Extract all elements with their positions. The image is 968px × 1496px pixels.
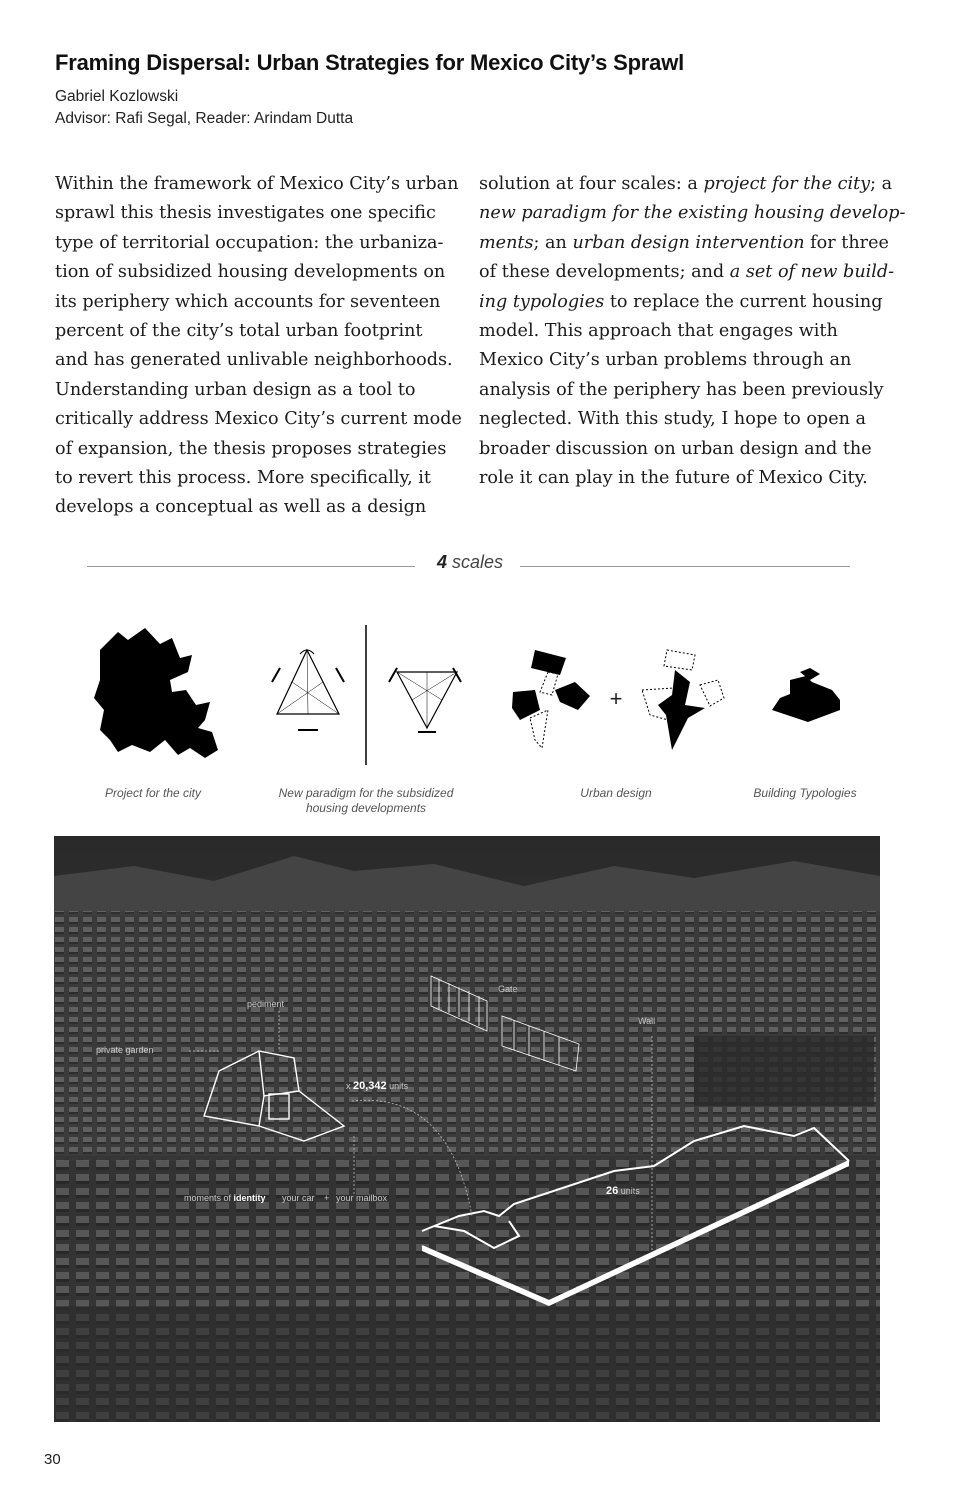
plus-sign: + — [609, 686, 623, 711]
moments-prefix: moments of — [184, 1193, 234, 1203]
text-line: tion of subsidized housing developments on — [55, 262, 446, 283]
text-line: broader discussion on urban design and the — [479, 438, 872, 459]
text-run: to replace the current housing — [604, 291, 883, 312]
caption-new-paradigm — [266, 786, 466, 816]
abstract-column-right — [479, 170, 906, 493]
city-footprint-icon — [94, 628, 218, 758]
building-typology-icon — [772, 668, 840, 722]
text-line — [479, 199, 906, 228]
text-italic: new paradigm for the existing housing develop- — [479, 203, 906, 224]
text-line: sprawl this thesis investigates one specific — [55, 203, 436, 224]
moments-bold: identity — [233, 1193, 266, 1203]
text-run: ; an — [533, 232, 573, 253]
text-line: role it can play in the future of Mexico City. — [479, 468, 868, 489]
label-your-mailbox: your mailbox — [336, 1193, 388, 1203]
caption-project-for-city: Project for the city — [104, 786, 202, 800]
label-wall: Wall — [638, 1016, 656, 1026]
label-moments-of-identity — [184, 1193, 266, 1203]
text-line: analysis of the periphery has been previously — [479, 379, 884, 400]
text-italic: urban design intervention — [572, 232, 805, 253]
units-suffix: units — [386, 1081, 409, 1091]
text-line — [479, 288, 899, 317]
divider-rule-right — [520, 566, 850, 567]
advisor-line: Advisor: Rafi Segal, Reader: Arindam Dutta — [55, 110, 354, 127]
text-italic: ments — [479, 232, 534, 253]
text-line: Mexico City’s urban problems through an — [479, 350, 852, 371]
text-line — [479, 229, 899, 258]
urban-design-plus-icon — [642, 650, 724, 750]
text-line: Understanding urban design as a tool to — [55, 379, 416, 400]
aerial-photo — [54, 836, 880, 1422]
triangle-diagram-icon — [272, 650, 344, 730]
caption-urban-design: Urban design — [580, 786, 652, 800]
text-line: of expansion, the thesis proposes strategies — [55, 438, 447, 459]
label-private-garden: private garden — [96, 1045, 154, 1055]
text-line: and has generated unlivable neighborhoods. — [55, 350, 453, 371]
text-italic: project for the city — [703, 174, 871, 194]
scales-number: 4 — [437, 552, 448, 572]
text-line: type of territorial occupation: the urbaniza- — [55, 232, 444, 253]
text-italic: ing typologies — [479, 291, 605, 312]
abstract-column-left — [55, 170, 470, 523]
urban-design-icon — [512, 650, 590, 748]
text-line: its periphery which accounts for seventeen — [55, 291, 441, 312]
text-line: critically address Mexico City’s current mode — [55, 409, 462, 430]
caption-line: housing developments — [305, 801, 427, 815]
text-line: to revert this process. More specifically, it — [55, 468, 431, 489]
text-run: of these developments; and — [479, 262, 730, 283]
label-plus: + — [324, 1193, 330, 1203]
label-pediment: pediment — [247, 999, 285, 1009]
caption-line: New paradigm for the subsidized — [278, 786, 454, 800]
text-line: percent of the city’s total urban footprint — [55, 321, 423, 342]
scales-word: scales — [447, 552, 504, 572]
aerial-photo-graphic — [54, 836, 880, 1422]
text-italic: a set of new build- — [729, 262, 895, 283]
caption-building-typologies: Building Typologies — [753, 786, 857, 800]
label-units-total — [346, 1080, 408, 1092]
page-number: 30 — [44, 1451, 61, 1468]
divider-rule-left — [87, 566, 415, 567]
text-line: Within the framework of Mexico City’s urban — [55, 174, 459, 194]
units-total-value: 20,342 — [353, 1080, 387, 1092]
author-name: Gabriel Kozlowski — [55, 88, 179, 105]
text-run: solution at four scales: a — [479, 174, 704, 194]
text-run: for three — [804, 232, 889, 253]
text-line: neglected. With this study, I hope to open a — [479, 409, 867, 430]
paper-title: Framing Dispersal: Urban Strategies for Mexico City’s Sprawl — [55, 50, 685, 75]
scales-heading — [437, 552, 503, 573]
text-line — [479, 170, 899, 199]
units-prefix: x — [346, 1081, 354, 1091]
inverted-triangle-icon — [389, 668, 461, 732]
text-line: model. This approach that engages with — [479, 321, 838, 342]
scales-diagrams — [0, 610, 968, 785]
text-line — [479, 258, 899, 287]
label-gate: Gate — [498, 984, 518, 994]
label-your-car: your car — [282, 1193, 315, 1203]
units-small-suffix: units — [618, 1186, 640, 1196]
text-line: develops a conceptual as well as a design — [55, 497, 427, 518]
text-run: ; a — [870, 174, 893, 194]
units-small-value: 26 — [606, 1185, 619, 1197]
label-units-small — [606, 1185, 640, 1197]
